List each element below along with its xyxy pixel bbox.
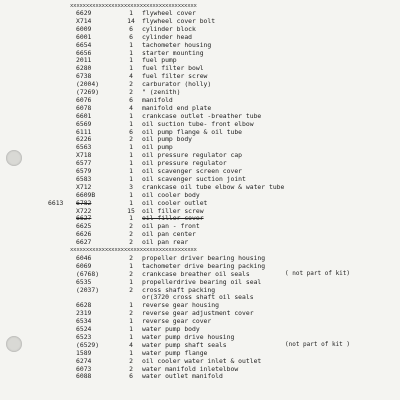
part-description: oil pan rear (142, 238, 189, 247)
list-item (0, 9, 400, 17)
quantity: 2 (129, 230, 133, 239)
part-description: fuel filter bowl (142, 64, 204, 73)
quantity: 3 (129, 182, 133, 191)
part-number: (2037) (76, 285, 100, 294)
part-description: oil filler screw (142, 206, 204, 215)
part-number: 6069 (76, 261, 92, 270)
part-description: flywheel cover (142, 9, 196, 17)
list-item (0, 49, 400, 57)
quantity: 1 (129, 9, 133, 17)
quantity: 2 (129, 309, 133, 318)
list-item (0, 317, 400, 325)
part-number-correction: 6613 (48, 198, 64, 207)
quantity: 1 (129, 119, 133, 128)
list-item (0, 230, 400, 238)
quantity: 1 (129, 143, 133, 152)
list-item (0, 159, 400, 167)
part-description: cross shaft packing (142, 285, 216, 294)
quantity: 15 (127, 206, 135, 215)
part-description: water pump body (142, 325, 200, 333)
part-number: 6569 (76, 119, 92, 128)
part-number: (6529) (76, 340, 100, 349)
quantity: 6 (129, 127, 133, 136)
list-item (0, 135, 400, 143)
part-number: 6629 (76, 9, 92, 17)
part-number: (6768) (76, 269, 100, 278)
part-description: cylinder block (142, 24, 196, 33)
part-description: or(3720 cross shaft oil seals (142, 293, 254, 302)
list-item (0, 293, 400, 301)
part-description: water pump drive housing (142, 332, 235, 341)
quantity: 1 (129, 167, 133, 175)
part-number: 6076 (76, 95, 92, 104)
part-description: reverse gear cover (142, 317, 212, 326)
part-number: 6583 (76, 174, 92, 183)
part-description: carburator (holly) (142, 80, 212, 89)
list-item (0, 254, 400, 262)
part-number: 6078 (76, 103, 92, 112)
quantity: 1 (129, 159, 133, 168)
list-item (0, 56, 400, 64)
part-description: crankcase oil tube elbow & water tube (142, 182, 285, 191)
quantity: 1 (129, 151, 133, 160)
list-item (0, 17, 400, 25)
part-number: 6523 (76, 332, 92, 341)
list-item (0, 238, 400, 246)
part-number: 6626 (76, 230, 92, 239)
part-number: 6524 (76, 325, 92, 333)
list-item (0, 309, 400, 317)
part-number: 6073 (76, 364, 92, 373)
quantity: 1 (129, 40, 133, 49)
list-item (0, 333, 400, 341)
part-description: oil pressure regulator (142, 159, 227, 168)
quantity: 1 (129, 325, 133, 333)
part-number: (7269) (76, 88, 100, 96)
part-description: " (zenith) (142, 88, 181, 96)
quantity: 2 (129, 238, 133, 247)
part-description: tachometer drive bearing packing (142, 261, 266, 270)
quantity: 1 (129, 174, 133, 183)
quantity: 6 (129, 24, 133, 33)
part-number: 6563 (76, 143, 92, 152)
part-description: oil cooler water inlet & outlet (142, 356, 262, 365)
list-item (0, 64, 400, 72)
part-number: 6738 (76, 72, 92, 81)
part-description: cylinder head (142, 32, 193, 41)
part-number: 6656 (76, 48, 92, 57)
part-number: 6226 (76, 135, 92, 144)
quantity: 2 (129, 222, 133, 231)
quantity: 2 (129, 269, 133, 278)
list-item (0, 41, 400, 49)
part-description: water pump flange (142, 348, 208, 357)
part-number: 1589 (76, 348, 92, 357)
list-item (0, 325, 400, 333)
part-description: oil cooler outlet (142, 198, 208, 207)
list-item (0, 25, 400, 33)
part-description: oil pan center (142, 230, 196, 239)
quantity: 2 (129, 364, 133, 373)
side-note: ( not part of kit) (285, 269, 351, 277)
part-description: propeller driver bearing housing (142, 253, 266, 262)
list-item (0, 104, 400, 112)
list-item (0, 88, 400, 96)
quantity: 6 (129, 95, 133, 104)
quantity: 1 (129, 261, 133, 270)
part-description: flywheel cover bolt (142, 16, 216, 25)
part-number: 2319 (76, 309, 92, 318)
quantity: 1 (129, 198, 133, 207)
top-rule: xxxxxxxxxxxxxxxxxxxxxxxxxxxxxxxxxxxxxxxx (70, 3, 197, 9)
part-description: starter mounting (142, 48, 204, 57)
part-number: 6625 (76, 222, 92, 231)
list-item (0, 33, 400, 41)
part-description: oil pressure regulator cap (142, 151, 243, 160)
part-number: X722 (76, 206, 92, 215)
part-description: reverse gear housing (142, 301, 219, 310)
list-item (0, 143, 400, 151)
quantity: 1 (129, 348, 133, 357)
quantity: 4 (129, 72, 133, 81)
list-item (0, 191, 400, 199)
part-number: 6579 (76, 167, 92, 175)
part-description: oil pump body (142, 135, 193, 144)
list-item (0, 357, 400, 365)
quantity: 2 (129, 80, 133, 89)
list-item (0, 214, 400, 222)
list-item (0, 365, 400, 373)
part-number: 6111 (76, 127, 92, 136)
part-description: reverse gear adjustment cover (142, 309, 254, 318)
list-item (0, 222, 400, 230)
list-item (0, 341, 400, 349)
part-description: oil pump (142, 143, 173, 152)
quantity: 6 (129, 372, 133, 381)
part-description: fuel pump (142, 56, 177, 65)
list-item (0, 199, 400, 207)
quantity: 1 (129, 190, 133, 199)
side-note: (not part of kit ) (285, 340, 351, 348)
quantity: 2 (129, 356, 133, 365)
list-item (0, 175, 400, 183)
list-item (0, 96, 400, 104)
part-number: 6046 (76, 253, 92, 262)
part-number: 6001 (76, 32, 92, 41)
quantity: 2 (129, 135, 133, 144)
part-description: tachometer housing (142, 40, 212, 49)
quantity: 1 (129, 64, 133, 73)
part-number: 6088 (76, 372, 92, 381)
part-description: crankcase outlet -breather tube (142, 111, 262, 120)
list-item (0, 349, 400, 357)
quantity: 4 (129, 340, 133, 349)
quantity: 1 (129, 56, 133, 65)
list-item (0, 372, 400, 380)
part-number: 6627 (76, 214, 92, 223)
part-number: 6280 (76, 64, 92, 73)
part-description: fuel filter screw (142, 72, 208, 81)
part-number: 6274 (76, 356, 92, 365)
part-number: 6654 (76, 40, 92, 49)
part-description: water pump shaft seals (142, 340, 227, 349)
quantity: 1 (129, 111, 133, 120)
quantity: 1 (129, 332, 133, 341)
list-item (0, 183, 400, 191)
part-description: oil cooler body (142, 190, 200, 199)
part-description: oil scavenger screen cover (142, 167, 243, 175)
part-number: X718 (76, 151, 92, 160)
part-number: (2004) (76, 80, 100, 89)
list-item (0, 207, 400, 215)
part-description: manifold end plate (142, 103, 212, 112)
part-number: 6609B (76, 190, 96, 199)
part-description: oil suction tube- front elbow (142, 119, 254, 128)
list-item (0, 80, 400, 88)
part-description: water manifold inletelbow (142, 364, 239, 373)
part-number: 6782 (76, 198, 92, 207)
list-item (0, 128, 400, 136)
quantity: 2 (129, 285, 133, 294)
part-number: 6535 (76, 277, 92, 286)
list-item (0, 120, 400, 128)
section-rule: xxxxxxxxxxxxxxxxxxxxxxxxxxxxxxxxxxxxxxxx (70, 247, 197, 253)
quantity: 14 (127, 16, 135, 25)
part-number: 6601 (76, 111, 92, 120)
part-number: 2011 (76, 56, 92, 65)
quantity: 2 (129, 253, 133, 262)
list-item (0, 286, 400, 294)
part-description: oil pump flange & oil tube (142, 127, 243, 136)
part-number: 6009 (76, 24, 92, 33)
part-number: X712 (76, 182, 92, 191)
part-number: 6627 (76, 238, 92, 247)
quantity: 2 (129, 88, 133, 96)
part-description: oil filler cover (142, 214, 204, 223)
part-description: oil pan - front (142, 222, 200, 231)
quantity: 1 (129, 48, 133, 57)
quantity: 1 (129, 214, 133, 223)
quantity: 1 (129, 301, 133, 310)
quantity: 6 (129, 32, 133, 41)
quantity: 1 (129, 277, 133, 286)
part-description: water outlet manifold (142, 372, 223, 381)
list-item (0, 112, 400, 120)
quantity: 4 (129, 103, 133, 112)
part-number: 6628 (76, 301, 92, 310)
quantity: 1 (129, 317, 133, 326)
part-number: 6534 (76, 317, 92, 326)
part-description: manifold (142, 95, 173, 104)
part-description: propellerdrive bearing oil seal (142, 277, 262, 286)
part-description: crankcase breather oil seals (142, 269, 250, 278)
part-number: 6577 (76, 159, 92, 168)
part-description: oil scavenger suction joint (142, 174, 246, 183)
part-number: X714 (76, 16, 92, 25)
list-item (0, 72, 400, 80)
list-item (0, 270, 400, 278)
list-item (0, 262, 400, 270)
list-item (0, 301, 400, 309)
list-item (0, 151, 400, 159)
list-item (0, 278, 400, 286)
list-item (0, 167, 400, 175)
